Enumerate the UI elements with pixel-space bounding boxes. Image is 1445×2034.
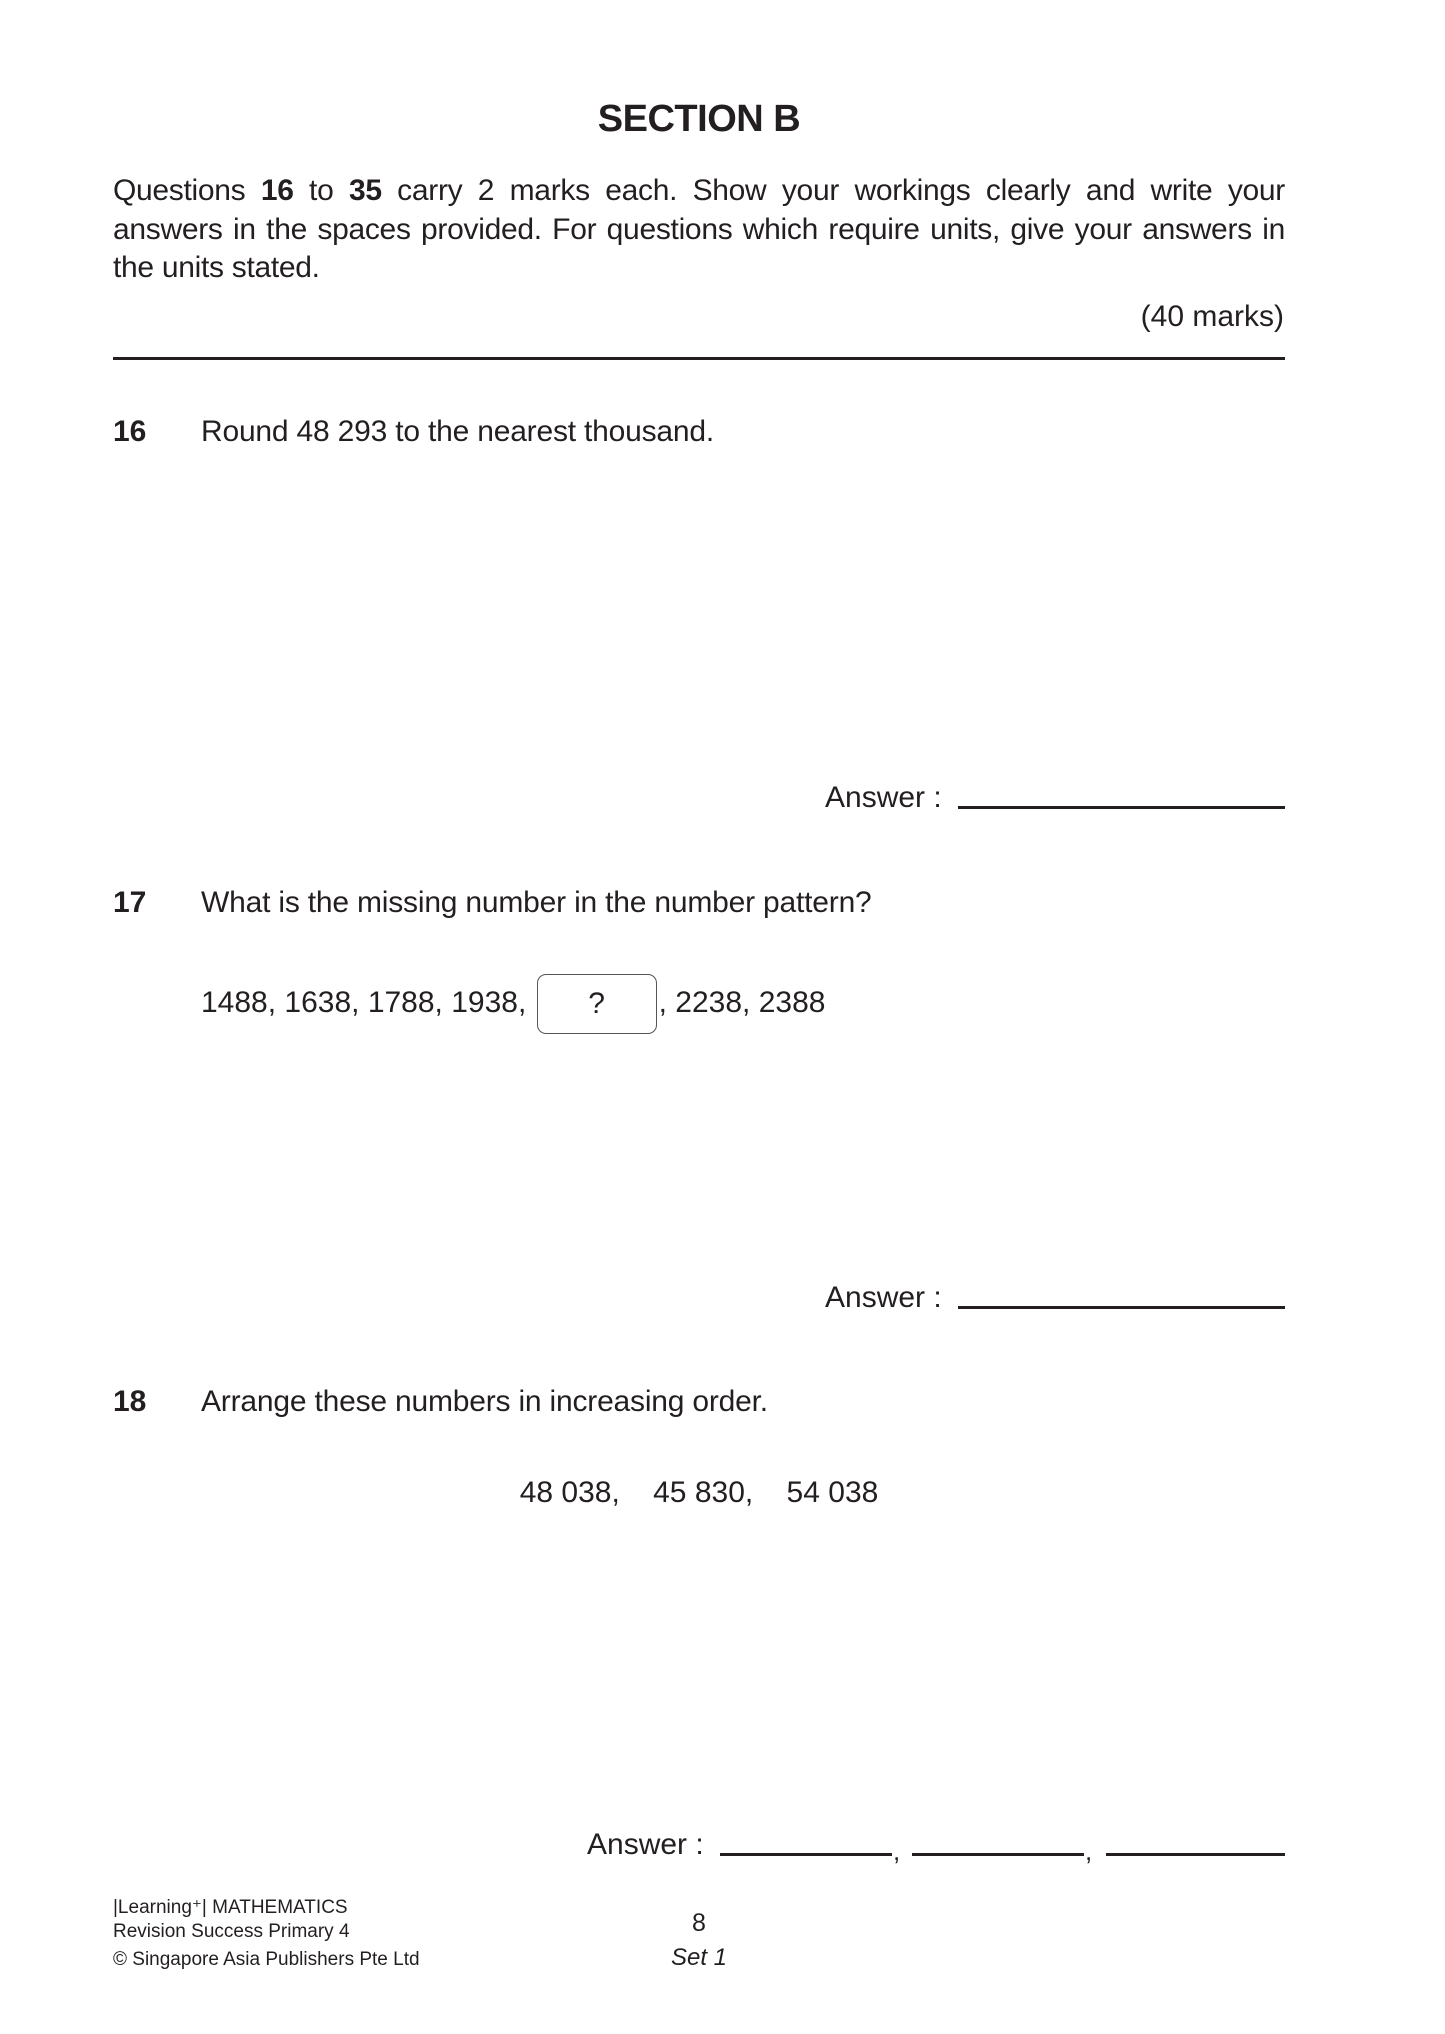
missing-number-box: ? xyxy=(537,974,657,1034)
question-16-answer-field[interactable] xyxy=(958,806,1285,809)
question-17-answer-field[interactable] xyxy=(958,1306,1285,1309)
pattern-after: , 2238, 2388 xyxy=(658,986,826,1019)
question-18-answer-field-3[interactable] xyxy=(1106,1853,1285,1856)
question-17-number: 17 xyxy=(113,886,147,919)
question-18-answer-field-1[interactable] xyxy=(720,1853,892,1856)
pattern-before: 1488, 1638, 1788, 1938, xyxy=(201,986,535,1019)
section-divider xyxy=(113,357,1285,360)
section-title: SECTION B xyxy=(597,98,801,140)
number-pattern xyxy=(201,973,825,1033)
question-17-text: What is the missing number in the number pattern? xyxy=(201,886,872,919)
intro-text: to xyxy=(293,174,349,207)
page-number: 8 xyxy=(692,1909,706,1937)
question-18-answer-label: Answer : xyxy=(587,1828,704,1861)
set-label: Set 1 xyxy=(670,1944,728,1971)
intro-first-question: 16 xyxy=(260,174,294,207)
intro-text: carry 2 marks each. Show your workings clearly and write your answers in the spaces provided. For questions which require units, give your answers in the units stated. xyxy=(113,174,1285,284)
question-16-number: 16 xyxy=(113,415,147,448)
intro-last-question: 35 xyxy=(348,174,382,207)
question-18-answer-field-2[interactable] xyxy=(912,1853,1084,1856)
question-16-text: Round 48 293 to the nearest thousand. xyxy=(201,415,715,448)
numbers-to-order: 48 038, 45 830, 54 038 xyxy=(519,1476,879,1509)
question-18-text: Arrange these numbers in increasing order. xyxy=(201,1385,768,1418)
footer-book-title: Revision Success Primary 4 xyxy=(113,1921,350,1942)
footer-series: |Learning⁺| MATHEMATICS xyxy=(113,1897,348,1918)
section-instructions xyxy=(113,172,1285,288)
answer-separator: , xyxy=(893,1836,901,1866)
question-16-answer-label: Answer : xyxy=(825,781,942,814)
section-marks: (40 marks) xyxy=(1140,300,1284,333)
question-17-answer-label: Answer : xyxy=(825,1281,942,1314)
question-18-number: 18 xyxy=(113,1385,147,1418)
footer-copyright: © Singapore Asia Publishers Pte Ltd xyxy=(113,1949,420,1970)
answer-separator: , xyxy=(1085,1836,1093,1866)
intro-text: Questions xyxy=(113,174,261,207)
